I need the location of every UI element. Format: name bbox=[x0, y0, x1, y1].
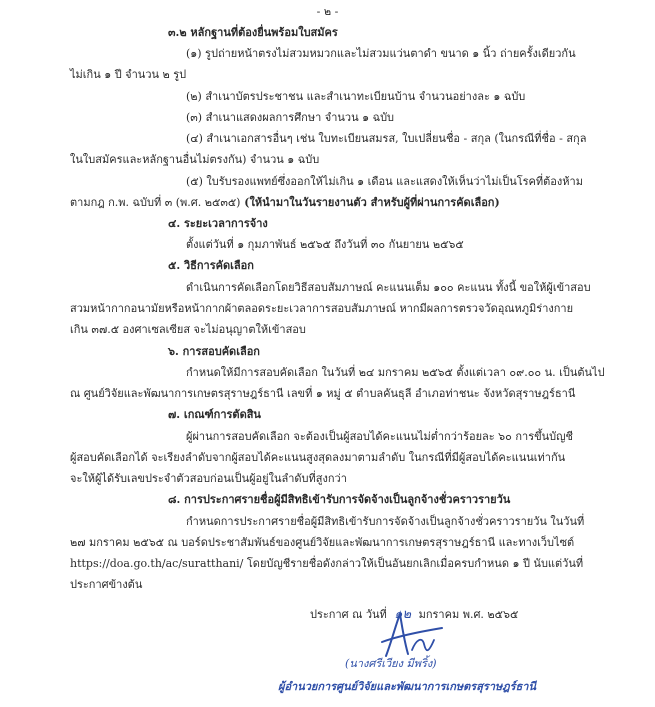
section-5-line-2: สวมหน้ากากอนามัยหรือหน้ากากผ้าตลอดระยะเวลาการสอบสัมภาษณ์ หากมีผลการตรวจวัดอุณหภูมิร่างกาย bbox=[70, 302, 574, 315]
section-5-line-3: เกิน ๓๗.๕ องศาเซลเซียส จะไม่อนุญาตให้เข้าสอบ bbox=[70, 323, 306, 336]
announcement-date-prefix: ประกาศ ณ วันที่ bbox=[310, 608, 387, 621]
section-7-line-3: จะให้ผู้ได้รับเลขประจำตัวสอบก่อนเป็นผู้อยู่ในลำดับที่สูงกว่า bbox=[70, 472, 347, 485]
section-8-line-3: https://doa.go.th/ac/suratthani/ โดยบัญชีรายชื่อดังกล่าวให้เป็นอันยกเลิกเมื่อครบกำหนด ๑ ปี นับแต่วันที่ bbox=[70, 557, 584, 570]
doc-item-3: (๓) สำเนาแสดงผลการศึกษา จำนวน ๑ ฉบับ bbox=[186, 111, 395, 124]
section-6-heading: ๖. การสอบคัดเลือก bbox=[168, 345, 260, 358]
section-4-body: ตั้งแต่วันที่ ๑ กุมภาพันธ์ ๒๕๖๕ ถึงวันที่ ๓๐ กันยายน ๒๕๖๕ bbox=[186, 238, 464, 251]
doc-item-5-cont bbox=[70, 196, 500, 210]
section-7-line-2: ผู้สอบคัดเลือกได้ จะเรียงลำดับจากผู้สอบได้คะแนนสูงสุดลงมาตามลำดับ ในกรณีที่มีผู้สอบได้คะแนนเท่ากัน bbox=[70, 451, 566, 464]
page-number: - ๒ - bbox=[316, 5, 339, 18]
announcement-date-suffix: มกราคม พ.ศ. ๒๕๖๕ bbox=[418, 608, 519, 621]
doc-item-1-cont: ไม่เกิน ๑ ปี จำนวน ๒ รูป bbox=[70, 68, 187, 81]
section-7-line-1: ผู้ผ่านการสอบคัดเลือก จะต้องเป็นผู้สอบได้คะแนนไม่ต่ำกว่าร้อยละ ๖๐ การขึ้นบัญชี bbox=[186, 430, 573, 443]
section-3-2-heading: ๓.๒ หลักฐานที่ต้องยื่นพร้อมใบสมัคร bbox=[168, 26, 338, 39]
doc-item-4: (๔) สำเนาเอกสารอื่นๆ เช่น ใบทะเบียนสมรส, ใบเปลี่ยนชื่อ - สกุล (ในกรณีที่ชื่อ - สกุล bbox=[186, 132, 587, 145]
signature-mark bbox=[368, 610, 448, 664]
doc-item-4-cont: ในใบสมัครและหลักฐานอื่นไม่ตรงกัน) จำนวน ๑ ฉบับ bbox=[70, 153, 320, 166]
doc-item-1: (๑) รูปถ่ายหน้าตรงไม่สวมหมวกและไม่สวมแว่นตาดำ ขนาด ๑ นิ้ว ถ่ายครั้งเดียวกัน bbox=[186, 47, 576, 60]
section-8-heading: ๘. การประกาศรายชื่อผู้มีสิทธิเข้ารับการจัดจ้างเป็นลูกจ้างชั่วคราวรายวัน bbox=[168, 493, 511, 506]
section-4-heading: ๔. ระยะเวลาการจ้าง bbox=[168, 217, 268, 230]
doc-item-5: (๕) ใบรับรองแพทย์ซึ่งออกให้ไม่เกิน ๑ เดือน และแสดงให้เห็นว่าไม่เป็นโรคที่ต้องห้าม bbox=[186, 175, 583, 188]
section-6-line-2: ณ ศูนย์วิจัยและพัฒนาการเกษตรสุราษฎร์ธานี เลขที่ ๑ หมู่ ๕ ตำบลคันธุลี อำเภอท่าชนะ จังหวัดสุราษฎร์ธานี bbox=[70, 387, 576, 400]
doc-item-2: (๒) สำเนาบัตรประชาชน และสำเนาทะเบียนบ้าน จำนวนอย่างละ ๑ ฉบับ bbox=[186, 90, 526, 103]
section-6-line-1: กำหนดให้มีการสอบคัดเลือก ในวันที่ ๒๔ มกราคม ๒๕๖๕ ตั้งแต่เวลา ๐๙.๐๐ น. เป็นต้นไป bbox=[186, 366, 605, 379]
doc-item-5-note: (ให้นำมาในวันรายงานตัว สำหรับผู้ที่ผ่านการคัดเลือก) bbox=[240, 196, 500, 209]
signer-name: (นางศรีเวียง มีพริ้ง) bbox=[345, 657, 437, 670]
doc-item-5-cont-text: ตามกฎ ก.พ. ฉบับที่ ๓ (พ.ศ. ๒๕๓๕) bbox=[70, 196, 241, 209]
section-8-line-2: ๒๗ มกราคม ๒๕๖๕ ณ บอร์ดประชาสัมพันธ์ของศูนย์วิจัยและพัฒนาการเกษตรสุราษฎร์ธานี และทางเว็บไซต์ bbox=[70, 536, 575, 549]
section-8-line-4: ประกาศข้างต้น bbox=[70, 578, 143, 591]
section-7-heading: ๗. เกณฑ์การตัดสิน bbox=[168, 408, 261, 421]
section-5-line-1: ดำเนินการคัดเลือกโดยวิธีสอบสัมภาษณ์ คะแนนเต็ม ๑๐๐ คะแนน ทั้งนี้ ขอให้ผู้เข้าสอบ bbox=[186, 281, 591, 294]
signer-position: ผู้อำนวยการศูนย์วิจัยและพัฒนาการเกษตรสุราษฎร์ธานี bbox=[278, 680, 536, 693]
section-5-heading: ๕. วิธีการคัดเลือก bbox=[168, 259, 254, 272]
section-8-line-1: กำหนดการประกาศรายชื่อผู้มีสิทธิเข้ารับการจัดจ้างเป็นลูกจ้างชั่วคราวรายวัน ในวันที่ bbox=[186, 515, 585, 528]
announcement-day-handwritten: ๑๒ bbox=[394, 607, 412, 622]
